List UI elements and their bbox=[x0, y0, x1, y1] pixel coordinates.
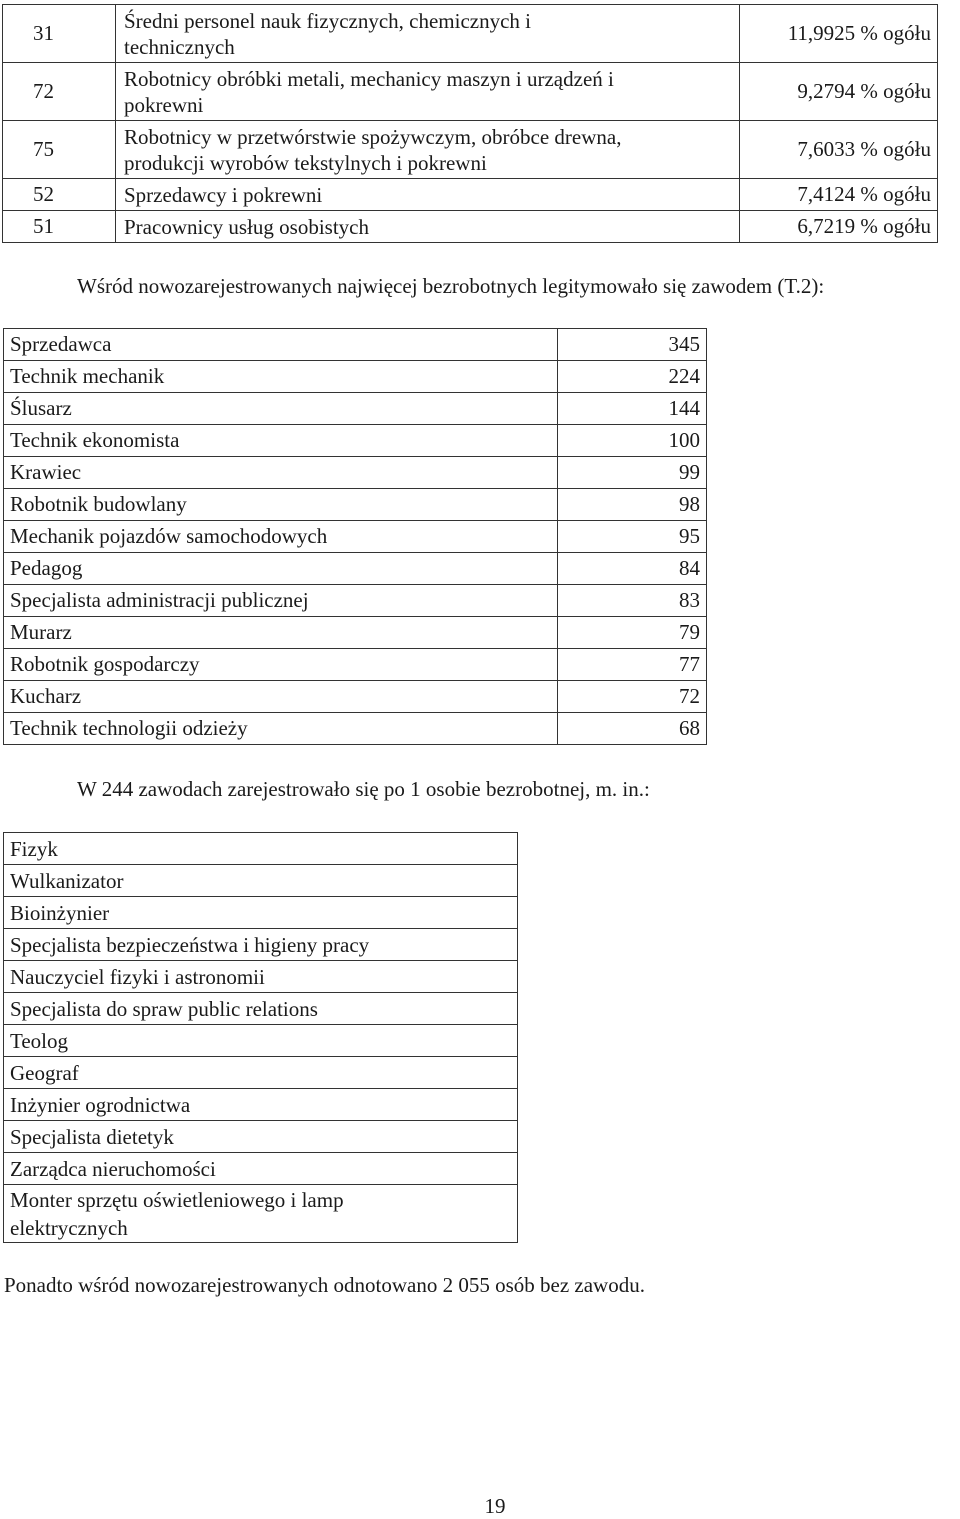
occupation-name: Wulkanizator bbox=[4, 865, 518, 897]
occupation-count: 83 bbox=[558, 585, 707, 617]
occupation-count: 68 bbox=[558, 713, 707, 745]
occupation-name: Technik ekonomista bbox=[4, 425, 558, 457]
group-description: Robotnicy w przetwórstwie spożywczym, obróbce drewna, produkcji wyrobów tekstylnych i pokrewni bbox=[116, 121, 740, 179]
group-description: Sprzedawcy i pokrewni bbox=[116, 179, 740, 211]
table-row bbox=[4, 489, 707, 521]
occupation-name: Geograf bbox=[4, 1057, 518, 1089]
table-row bbox=[3, 63, 938, 121]
occupation-count: 345 bbox=[558, 329, 707, 361]
occupation-name: Sprzedawca bbox=[4, 329, 558, 361]
table-row bbox=[3, 211, 938, 243]
table-row bbox=[3, 121, 938, 179]
occupation-count: 224 bbox=[558, 361, 707, 393]
paragraph-single-registrations: W 244 zawodach zarejestrowało się po 1 osobie bezrobotnej, m. in.: bbox=[77, 777, 650, 801]
occupation-name: Monter sprzętu oświetleniowego i lamp elektrycznych bbox=[4, 1185, 518, 1243]
single-occupation-table bbox=[3, 832, 518, 1243]
occupation-count: 72 bbox=[558, 681, 707, 713]
occupation-count: 100 bbox=[558, 425, 707, 457]
group-code: 75 bbox=[3, 121, 116, 179]
table-row bbox=[4, 929, 518, 961]
table-row bbox=[4, 649, 707, 681]
table-row bbox=[4, 521, 707, 553]
occupation-name: Technik mechanik bbox=[4, 361, 558, 393]
paragraph-most-registered: Wśród nowozarejestrowanych najwięcej bezrobotnych legitymowało się zawodem (T.2): bbox=[77, 274, 825, 298]
table-row bbox=[4, 1185, 518, 1243]
occupation-count: 99 bbox=[558, 457, 707, 489]
group-percentage: 7,6033 % ogółu bbox=[740, 121, 938, 179]
table-row bbox=[4, 1121, 518, 1153]
occupation-count-table bbox=[3, 328, 707, 745]
occupation-name: Zarządca nieruchomości bbox=[4, 1153, 518, 1185]
table-row bbox=[4, 425, 707, 457]
occupation-name: Robotnik budowlany bbox=[4, 489, 558, 521]
occupation-name: Specjalista administracji publicznej bbox=[4, 585, 558, 617]
table-row bbox=[4, 681, 707, 713]
group-code: 72 bbox=[3, 63, 116, 121]
table-row bbox=[4, 961, 518, 993]
group-code: 51 bbox=[3, 211, 116, 243]
group-percentage: 6,7219 % ogółu bbox=[740, 211, 938, 243]
table-row bbox=[4, 1089, 518, 1121]
group-code: 52 bbox=[3, 179, 116, 211]
occupation-group-table bbox=[2, 4, 938, 243]
table-row bbox=[4, 1153, 518, 1185]
group-description: Pracownicy usług osobistych bbox=[116, 211, 740, 243]
table-row bbox=[4, 865, 518, 897]
table-row bbox=[4, 361, 707, 393]
occupation-name: Specjalista bezpieczeństwa i higieny pracy bbox=[4, 929, 518, 961]
occupation-count: 144 bbox=[558, 393, 707, 425]
occupation-name: Murarz bbox=[4, 617, 558, 649]
table-row bbox=[4, 1025, 518, 1057]
group-description: Średni personel nauk fizycznych, chemicznych i technicznych bbox=[116, 5, 740, 63]
occupation-name: Specjalista do spraw public relations bbox=[4, 993, 518, 1025]
table-row bbox=[4, 585, 707, 617]
page-number: 19 bbox=[484, 1494, 506, 1518]
occupation-name: Technik technologii odzieży bbox=[4, 713, 558, 745]
table-row bbox=[4, 329, 707, 361]
table-row bbox=[4, 993, 518, 1025]
table-row bbox=[3, 179, 938, 211]
occupation-name: Robotnik gospodarczy bbox=[4, 649, 558, 681]
group-percentage: 7,4124 % ogółu bbox=[740, 179, 938, 211]
table-row bbox=[4, 617, 707, 649]
occupation-name: Kucharz bbox=[4, 681, 558, 713]
table-row bbox=[3, 5, 938, 63]
table-row bbox=[4, 553, 707, 585]
occupation-name: Specjalista dietetyk bbox=[4, 1121, 518, 1153]
table-row bbox=[4, 833, 518, 865]
occupation-count: 95 bbox=[558, 521, 707, 553]
occupation-count: 84 bbox=[558, 553, 707, 585]
group-percentage: 11,9925 % ogółu bbox=[740, 5, 938, 63]
table-row bbox=[4, 393, 707, 425]
occupation-name: Nauczyciel fizyki i astronomii bbox=[4, 961, 518, 993]
group-description: Robotnicy obróbki metali, mechanicy maszyn i urządzeń i pokrewni bbox=[116, 63, 740, 121]
table-row bbox=[4, 1057, 518, 1089]
group-percentage: 9,2794 % ogółu bbox=[740, 63, 938, 121]
occupation-name: Mechanik pojazdów samochodowych bbox=[4, 521, 558, 553]
occupation-name: Teolog bbox=[4, 1025, 518, 1057]
occupation-count: 79 bbox=[558, 617, 707, 649]
table-row bbox=[4, 897, 518, 929]
occupation-name: Ślusarz bbox=[4, 393, 558, 425]
occupation-name: Krawiec bbox=[4, 457, 558, 489]
occupation-name: Fizyk bbox=[4, 833, 518, 865]
occupation-name: Inżynier ogrodnictwa bbox=[4, 1089, 518, 1121]
occupation-name: Bioinżynier bbox=[4, 897, 518, 929]
occupation-name: Pedagog bbox=[4, 553, 558, 585]
table-row bbox=[4, 713, 707, 745]
paragraph-no-profession: Ponadto wśród nowozarejestrowanych odnotowano 2 055 osób bez zawodu. bbox=[4, 1273, 645, 1297]
occupation-count: 77 bbox=[558, 649, 707, 681]
occupation-count: 98 bbox=[558, 489, 707, 521]
group-code: 31 bbox=[3, 5, 116, 63]
table-row bbox=[4, 457, 707, 489]
